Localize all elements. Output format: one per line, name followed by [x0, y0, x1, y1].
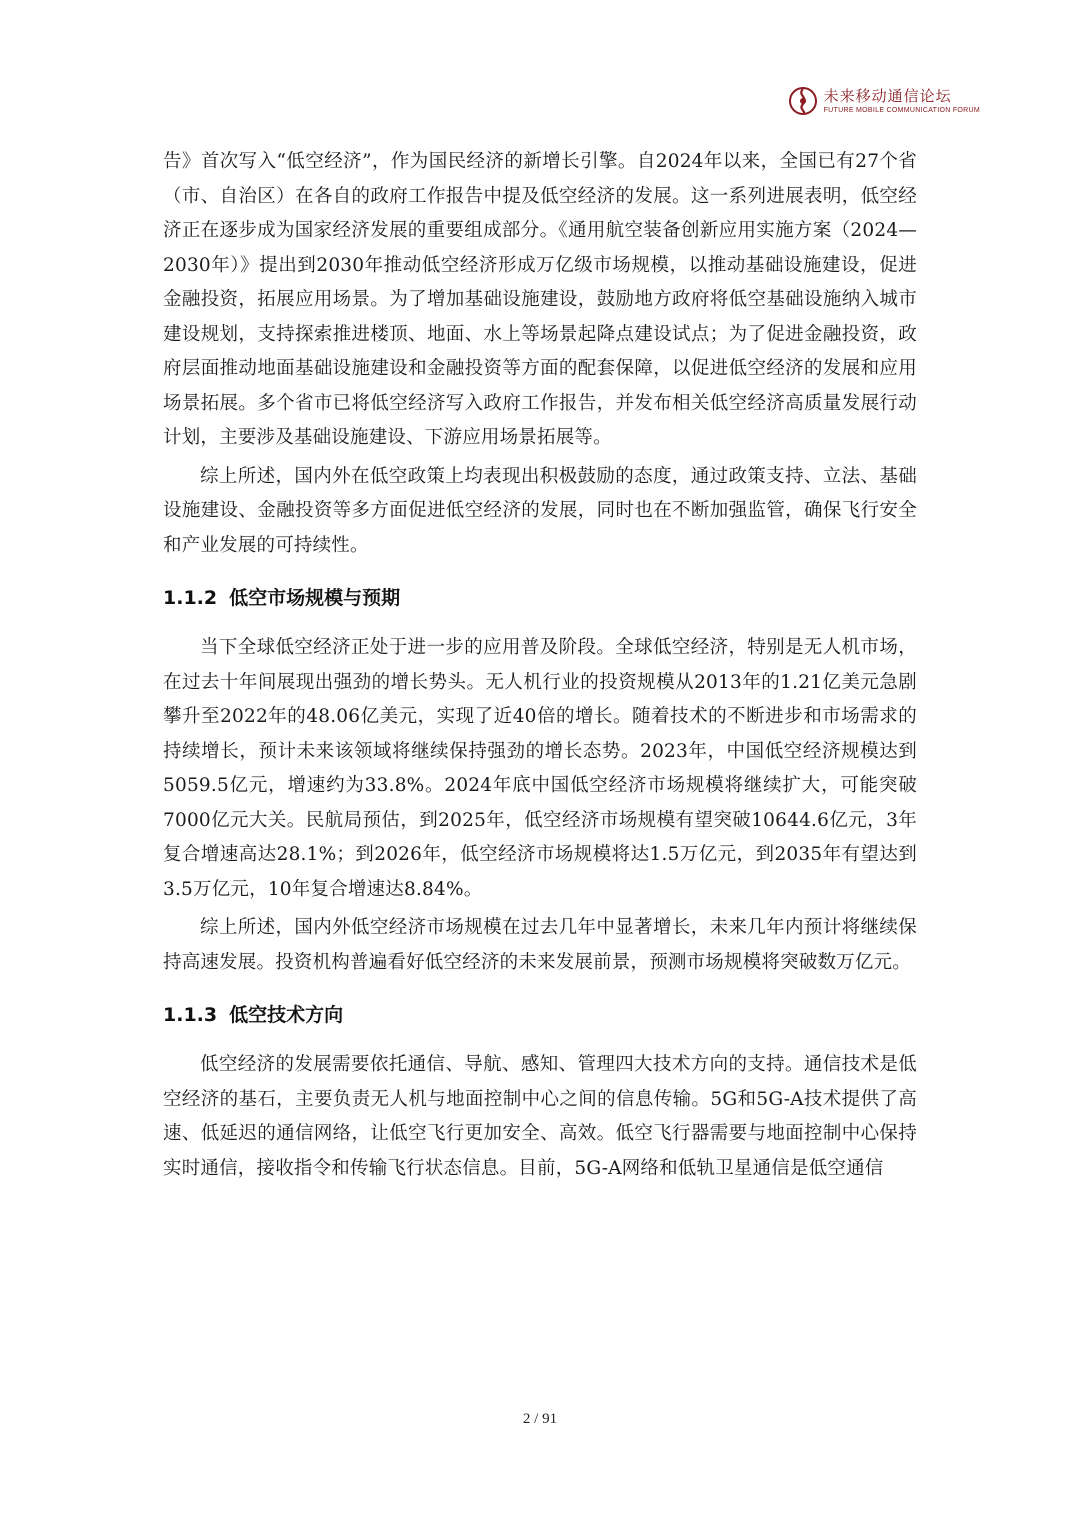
body-paragraph: 低空经济的发展需要依托通信、导航、感知、管理四大技术方向的支持。通信技术是低空经济的基石，主要负责无人机与地面控制中心之间的信息传输。5G和5G-A技术提供了高速、低延迟的通信网络，让低空飞行更加安全、高效。低空飞行器需要与地面控制中心保持实时通信，接收指令和传输飞行状态信息。目前，5G-A网络和低轨卫星通信是低空通信 [163, 1054, 917, 1179]
section-number: 1.1.3 [163, 1004, 218, 1026]
logo-text [823, 86, 980, 114]
body-paragraph: 告》首次写入“低空经济”，作为国民经济的新增长引擎。自2024年以来，全国已有27个省（市、自治区）在各自的政府工作报告中提及低空经济的发展。这一系列进展表明，低空经济正在逐步成为国家经济发展的重要组成部分。《通用航空装备创新应用实施方案（2024—2030年）》提出到2030年推动低空经济形成万亿级市场规模，以推动基础设施建设，促进金融投资，拓展应用场景。为了增加基础设施建设，鼓励地方政府将低空基础设施纳入城市建设规划，支持探索推进楼顶、地面、水上等场景起降点建设试点；为了促进金融投资，政府层面推动地面基础设施建设和金融投资等方面的配套保障，以促进低空经济的发展和应用场景拓展。多个省市已将低空经济写入政府工作报告，并发布相关低空经济高质量发展行动计划，主要涉及基础设施建设、下游应用场景拓展等。 [163, 151, 917, 448]
section-title: 低空市场规模与预期 [229, 587, 401, 609]
document-body [163, 145, 917, 1186]
section-number: 1.1.2 [163, 587, 218, 609]
header-logo [788, 86, 980, 116]
section-heading-1-1-2 [163, 583, 917, 613]
body-paragraph: 当下全球低空经济正处于进一步的应用普及阶段。全球低空经济，特别是无人机市场，在过去十年间展现出强劲的增长势头。无人机行业的投资规模从2013年的1.21亿美元急剧攀升至2022年的48.06亿美元，实现了近40倍的增长。随着技术的不断进步和市场需求的持续增长，预计未来该领域将继续保持强劲的增长态势。2023年，中国低空经济规模达到5059.5亿元，增速约为33.8%。2024年底中国低空经济市场规模将继续扩大，可能突破7000亿元大关。民航局预估，到2025年，低空经济市场规模有望突破10644.6亿元，3年复合增速高达28.1%；到2026年，低空经济市场规模将达1.5万亿元，到2035年有望达到3.5万亿元，10年复合增速达8.84%。 [163, 637, 917, 900]
logo-chinese-name: 未来移动通信论坛 [823, 86, 952, 105]
section-heading-1-1-3 [163, 1000, 917, 1030]
body-paragraph: 综上所述，国内外在低空政策上均表现出积极鼓励的态度，通过政策支持、立法、基础设施建设、金融投资等多方面促进低空经济的发展，同时也在不断加强监管，确保飞行安全和产业发展的可持续性。 [163, 465, 917, 556]
section-title: 低空技术方向 [229, 1004, 344, 1026]
logo-english-name: FUTURE MOBILE COMMUNICATION FORUM [823, 106, 980, 114]
forum-logo-icon [788, 86, 818, 116]
body-paragraph: 综上所述，国内外低空经济市场规模在过去几年中显著增长，未来几年内预计将继续保持高速发展。投资机构普遍看好低空经济的未来发展前景，预测市场规模将突破数万亿元。 [163, 917, 917, 973]
page-number: 2 / 91 [522, 1411, 558, 1427]
